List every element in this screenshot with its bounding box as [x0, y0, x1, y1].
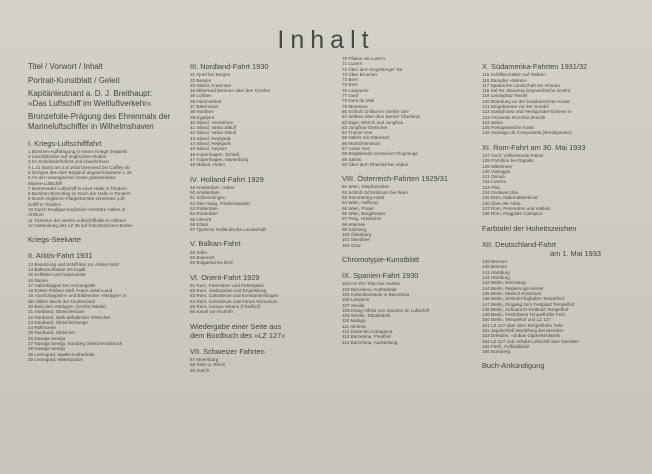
- list-item: 41 Island, Vatna Jökull: [190, 125, 236, 131]
- list-item: 11 Trümmer der vierten Luftschiffhalle in Ahlhorn: [28, 217, 127, 223]
- list-item: 62 Rom, Justizpalast und Engelsburg: [190, 288, 267, 294]
- section-heading: VII. Schweizer Fahrten: [190, 346, 265, 356]
- list-item: 87 Unser See: [342, 146, 371, 152]
- list-item: 46 Kopenhagen, Schloß: [190, 151, 240, 157]
- item-list: [190, 250, 340, 266]
- intro-line: Titel / Vorwort / Inhalt: [28, 62, 103, 71]
- list-item: 95 Wien, Prater: [342, 205, 374, 211]
- intro-line: Bronzefolie-Prägung des Ehrenmals der: [28, 112, 171, 122]
- list-item: 35 Lofoten: [190, 93, 212, 99]
- list-item: 145 Berlin, Marsch-Kolonnen: [482, 290, 542, 296]
- section-heading: V. Balkan-Fahrt: [190, 239, 241, 249]
- list-item: 144 Berlin, Regierungs-Viertel: [482, 285, 544, 291]
- list-item: 75 Bern: [342, 82, 359, 88]
- list-item: 140 Bremen: [482, 264, 508, 270]
- list-item: 113 Barcelona, Friedhof: [342, 334, 391, 340]
- item-list: [342, 281, 482, 345]
- list-item: 44 Island, Reykjavik: [190, 141, 231, 147]
- list-item: 21 Nordland, Gletscherrase: [28, 309, 85, 315]
- list-item: 79 Montreux: [342, 103, 368, 109]
- list-item: 27 Nowaja Semlja, Karabeg Gletscherabbruch: [28, 341, 123, 347]
- list-item: 70 Pilatus mit Luzern: [342, 56, 385, 61]
- list-item: 134 Civitavecchia: [482, 190, 519, 196]
- list-item: 36 Hammerfest: [190, 98, 222, 104]
- item-list: [342, 56, 482, 167]
- list-item: 64 Rom, Colosseum und Forum Romanum: [190, 298, 278, 304]
- list-item: 71 Luzern: [342, 61, 363, 67]
- list-item: 26 Nowaja Semlja: [28, 335, 66, 341]
- list-item: 5 Gerippe des über England abgeschossenen L 33: [28, 169, 132, 175]
- list-item: 52 Den Haag, Friedenspalast: [190, 200, 250, 206]
- list-item: 131 Genua: [482, 174, 505, 180]
- section-heading: VI. Orient-Fahrt 1929: [190, 272, 260, 282]
- list-item: 7 Brennendes Luftschiff in einer Halle in Tondern: [28, 185, 127, 191]
- list-item: 125 Portugiesische Küste: [482, 125, 535, 131]
- list-item: 130 Viareggio: [482, 168, 511, 174]
- list-item: 4 L 21 stürzt am 3.9.1916 brennend bei Cuffley ab: [28, 164, 130, 170]
- item-list: [482, 259, 647, 354]
- list-item: 148 Berlin, Aufmarsch-Gelände Tempelhof: [482, 306, 569, 312]
- list-item: 88 Begleitende Schweizer Flugzeuge: [342, 151, 418, 157]
- list-item: 16 Narwa: [28, 277, 48, 283]
- list-item: 20 Boot des »Malygin« (rechts Nobile): [28, 304, 106, 309]
- section-heading: IV. Holland-Fahrt 1929: [190, 174, 264, 184]
- list-item: 116 Dampfer »Monte«: [482, 77, 528, 83]
- item-list: [190, 283, 340, 315]
- list-item: 151 LZ 127 über dem Tempelhofer Feld: [482, 322, 563, 328]
- list-item: 84 Thuner See: [342, 130, 373, 136]
- list-item: 2 Leuchtbombe auf englischem Boden: [28, 154, 107, 160]
- list-item: 40 Island, Vestrahorn: [190, 119, 234, 125]
- list-item: 103 Am Rio Tinto bei Huelva: [342, 281, 400, 287]
- list-item: 89 Säntis: [342, 156, 362, 162]
- section-heading: III. Nordland-Fahrt 1930: [190, 62, 269, 71]
- list-item: Marine-Luftschiff: [28, 180, 62, 186]
- list-item: 50 Amsterdam: [190, 190, 220, 196]
- list-item: 80 Schloß Chillon im Genfer See: [342, 108, 409, 114]
- list-item: 61 Rom, Petersdom und Petersplatz: [190, 282, 265, 288]
- list-item: 86 Mürtschenstock: [342, 140, 381, 146]
- list-item: 109 Sevilla, Tabakfabrik: [342, 313, 391, 319]
- list-item: 29 Leningrad, Isaaks-Kathedrale: [28, 351, 95, 357]
- list-item: 121 Eingeborene vor der Gondel: [482, 103, 549, 109]
- item-list: [190, 357, 340, 373]
- section-heading: VIII. Österreich-Fahrten 1929/31: [342, 174, 448, 184]
- section-date: [482, 249, 647, 258]
- section-heading: X. Südamerika-Fahrten 1931/32: [482, 62, 588, 71]
- list-item: 99 Salzburg: [342, 226, 367, 232]
- section-heading: Farbtafel der Hoheitszeichen: [482, 223, 577, 233]
- section-heading: Buch-Ankündigung: [482, 361, 545, 371]
- list-item: 22 Nordland, stark abfallender Gletscher: [28, 314, 111, 320]
- list-item: 63 Rom, Colosseum und Konstantinsbogen: [190, 293, 279, 299]
- list-item: 28 Nowaja Semlja: [28, 346, 66, 352]
- list-item: 94 Wien, Hofburg: [342, 200, 378, 206]
- section-heading: Kriegs-Seekarte: [28, 235, 81, 245]
- list-item: 152 Jagdschloß Moritzburg bei Dresden: [482, 328, 564, 333]
- list-item: 155 Fürth, Fußballplatz: [482, 343, 530, 349]
- item-list: [28, 262, 188, 363]
- list-item: 32 Bergen: [190, 77, 212, 83]
- list-item: 78 Dent du Midi: [342, 98, 375, 104]
- list-item: 123 Fernando Noronha (Recife: [482, 114, 546, 120]
- list-item: 66 Kanal von Korinth: [190, 309, 233, 315]
- list-item: 81 Wolken über dem Berner Oberland: [342, 114, 420, 120]
- item-list: [342, 184, 482, 248]
- list-item: 102 Graz: [342, 242, 361, 248]
- list-item: 58 Sofia: [190, 249, 207, 255]
- list-item: 82 Eiger, Mönch und Jungfrau: [342, 119, 404, 125]
- list-item: 90 Über dem Rheintal bei Vaduz: [342, 161, 409, 167]
- list-item: 45 Island, Geysire: [190, 146, 228, 152]
- section-title: XII. Deutschland-Fahrt: [482, 239, 556, 249]
- section-date-text: am 1. Mai 1933: [550, 248, 601, 258]
- list-item: 13 Besatzung und Schiff klar zur Arktis-Fahrt: [28, 261, 119, 267]
- list-item: 65 Rom, Campo Verano (Friedhof): [190, 303, 261, 309]
- list-item: 104 Barcelona, Kathedrale: [342, 286, 397, 292]
- list-item: 56 Edam: [190, 221, 209, 227]
- list-item: 138 Rom, Flugplatz Ciampino: [482, 211, 543, 217]
- wiedergabe-line: Wiedergabe einer Seite aus: [190, 321, 282, 331]
- list-item: 30 Leningrad, Winterpalais: [28, 356, 83, 362]
- list-item: 51 Scheveningen: [190, 195, 226, 201]
- list-item: 153 Dresden, »Zuban-Zigarettenfabrik: [482, 333, 560, 339]
- list-item: 43 Island, Reykjavik: [190, 135, 231, 141]
- wiedergabe-line: dem Bordbuch des »LZ 127«: [190, 330, 286, 340]
- list-item: 115 Schiffsschatten auf Wolken: [482, 72, 546, 78]
- list-item: 48 Malmö, Hafen: [190, 162, 225, 168]
- list-item: 119 Landeplatz Recife: [482, 93, 528, 99]
- list-item: 136 Über der Adria: [482, 200, 521, 206]
- list-item: 132 Livorno: [482, 179, 507, 185]
- page-title: Inhalt: [277, 26, 375, 54]
- list-item: 60 Bulgarisches Dorf: [190, 260, 233, 266]
- list-item: 92 Schloß Schönbrunn bei Wien: [342, 189, 408, 195]
- list-item: 117 Spanische Landschaft bei Almeria: [482, 82, 560, 88]
- list-item: 142 Hamburg: [482, 275, 510, 281]
- list-item: 128 Portofino bei Rapallo: [482, 158, 534, 164]
- list-item: 93 Semmering-Hotel: [342, 195, 385, 201]
- list-item: 133 Pisa: [482, 184, 500, 190]
- list-item: 114 Barcelona, Ausstellung: [342, 339, 398, 345]
- list-item: 141 Hamburg: [482, 269, 510, 275]
- list-item: 149 Berlin, Festtribüne Tempelhofer Feld: [482, 312, 565, 318]
- list-item: 105 Kolumbussäule in Barcelona: [342, 292, 410, 297]
- list-item: 8 Bomben-Einschlag im Dach der Halle in Tondern: [28, 191, 131, 197]
- section-heading: I. Kriegs-Luftschifffahrt: [28, 138, 102, 148]
- list-item: 76 Lausanne: [342, 87, 369, 93]
- column-2: [190, 62, 340, 373]
- list-item: 34 Mitternachtssonne über den Fjorden: [190, 88, 271, 94]
- list-item: 19 »Graf Zeppelin« und Eisbrecher »Malygin« in: [28, 293, 127, 299]
- list-item: 91 Wien, Stephansdom: [342, 184, 390, 190]
- list-item: 77 Genf: [342, 93, 359, 99]
- list-item: 53 Rotterdam: [190, 205, 218, 211]
- list-item: 147 Berlin, Eingang zum Festplatz Tempelhof: [482, 301, 575, 307]
- list-item: 106 Lissabon: [342, 297, 370, 303]
- list-item: 1 Bomben-Aufhängung in einem Kriegs-Zeppelin: [28, 148, 128, 154]
- list-item: 124 Bahia: [482, 119, 503, 125]
- list-item: 107 Sevilla: [342, 302, 365, 308]
- list-item: 98 Attersee: [342, 221, 366, 227]
- list-item: 120 Brandung an der brasilianischen Küste: [482, 98, 570, 104]
- intro-line: Marineluftschiffer in Wilhelmshaven: [28, 121, 154, 131]
- list-item: 97 Prag, Hradschin: [342, 216, 382, 222]
- section-heading: IX. Spanien-Fahrt 1930: [342, 271, 419, 281]
- intro-line: Portrait-Kunstblatt / Geleit: [28, 75, 120, 85]
- item-list: [482, 153, 647, 217]
- list-item: 139 Bremen: [482, 259, 508, 265]
- list-item: 42 Island, Vatna Jökull: [190, 130, 236, 136]
- list-item: Ahlhorn: [28, 212, 44, 218]
- list-item: 33 Island, Kratersee: [190, 82, 232, 88]
- list-item: 122 Sumpfmast und Heckgondel-Schiene in: [482, 109, 572, 115]
- list-item: 37 Bäreninsel: [190, 103, 219, 109]
- section-heading: II. Arktis-Fahrt 1931: [28, 251, 93, 261]
- list-item: der Stillen Bucht der Hookerinsel: [28, 298, 95, 304]
- list-item: 10 Durch Knallgas-Explosion zerstörte Hallen in: [28, 207, 126, 213]
- column-3: [342, 55, 482, 345]
- column-4: [482, 62, 647, 371]
- section-heading: [482, 240, 647, 249]
- list-item: 108 König Alfons von Spanien im Luftschiff: [342, 307, 429, 313]
- item-list: [190, 185, 340, 233]
- list-item: 54 Rotterdam: [190, 211, 218, 217]
- list-item: 74 Bern: [342, 77, 359, 83]
- list-item: 18 Erstes Treiben südl. Franz-Josef-Land: [28, 288, 113, 294]
- list-item: schiff in Tondern: [28, 201, 62, 207]
- list-item: 146 Berlin, Zentral-Flughafen Tempelhof: [482, 296, 564, 302]
- list-item: 69 Zürich: [190, 367, 210, 373]
- section-heading: XI. Rom-Fahrt am 30. Mai 1933: [482, 142, 586, 152]
- list-item: 6 An der norwegischen Küste gestrandetes: [28, 175, 116, 181]
- list-item: 137 Rom, Petersdom und Vatikan: [482, 205, 551, 211]
- intro-line: »Das Luftschiff im Weltluftverkehr«: [28, 98, 152, 108]
- list-item: 101 Mondsee: [342, 237, 370, 243]
- list-item: 9 Durch englische Fliegerbombe zerstörtes Luft-: [28, 196, 127, 202]
- list-item: 68 Stein a. Rhein: [190, 362, 226, 368]
- list-item: 135 Rom, Nationaldenkmal: [482, 195, 538, 201]
- intro-line: Kapitänleutnant a. D. J. Breithaupt:: [28, 89, 153, 99]
- item-list: [190, 72, 340, 167]
- list-item: 25 Nordland, Gletscher: [28, 330, 76, 336]
- list-item: 3 Im Scheinwerferlicht und Abwehrfeuer: [28, 159, 110, 165]
- list-item: 100 Ödenburg: [342, 232, 372, 238]
- list-item: 49 Amsterdam, Hafen: [190, 184, 235, 190]
- section-heading: Chromotypie-Kunstblatt: [342, 255, 420, 264]
- list-item: 83 Jungfrau-Gletscher: [342, 124, 388, 130]
- list-item: 23 Nordland, Gletscherzunge: [28, 319, 88, 325]
- list-item: 112 Küste bei Cartagena: [342, 329, 393, 335]
- list-item: 154 LZ 127 und »Clubs-Luftschiff über Dresden: [482, 338, 579, 344]
- list-item: 150 Berlin, Tempelhof und LZ 127: [482, 317, 551, 323]
- list-item: 59 Bukarest: [190, 254, 215, 260]
- list-item: 15 Schlitten und Notproviant: [28, 272, 86, 278]
- list-item: 143 Berlin, Reichstag: [482, 280, 526, 286]
- column-1: [28, 62, 188, 362]
- list-item: 17 Hafenklapper bei Archangelsk: [28, 282, 96, 288]
- list-item: 67 Meersburg: [190, 357, 219, 363]
- list-item: 85 Näfels mit Glärnisch: [342, 135, 390, 141]
- list-item: 57 Typische Holländische Landschaft: [190, 227, 266, 233]
- list-item: 12 Notlandung des LZ 49 auf französischem Boden: [28, 222, 133, 228]
- list-item: 118 Sal Re, Boavista (Kapverdische Inseln): [482, 88, 571, 94]
- list-item: 72 Über dem Engelberger Tal: [342, 66, 402, 72]
- list-item: 96 Wien, Burgtheater: [342, 210, 386, 216]
- list-item: 110 Malaga: [342, 318, 366, 324]
- list-item: 73 Über Brunnen: [342, 71, 377, 77]
- list-item: 55 Utrecht: [190, 216, 212, 222]
- list-item: 126 Santiago de Compostela (Nordspanien): [482, 130, 572, 136]
- list-item: 156 Nürnberg: [482, 349, 511, 355]
- list-item: 14 Ballonschleuse mit Kajak: [28, 266, 86, 272]
- list-item: 47 Kopenhagen, Marienburg: [190, 156, 249, 162]
- list-item: 111 Almeria: [342, 323, 366, 329]
- list-item: 38 Nordsee: [190, 109, 214, 115]
- list-item: 39 Eyjafjord: [190, 114, 215, 120]
- list-item: 31 Fjord bei Bergen: [190, 72, 231, 78]
- list-item: 24 Rollmöven: [28, 325, 57, 331]
- item-list: [28, 149, 188, 228]
- list-item: 127 Genf, Völkerbunds-Palast: [482, 152, 544, 158]
- item-list: [482, 72, 647, 136]
- list-item: 129 Mittelmeer: [482, 163, 513, 169]
